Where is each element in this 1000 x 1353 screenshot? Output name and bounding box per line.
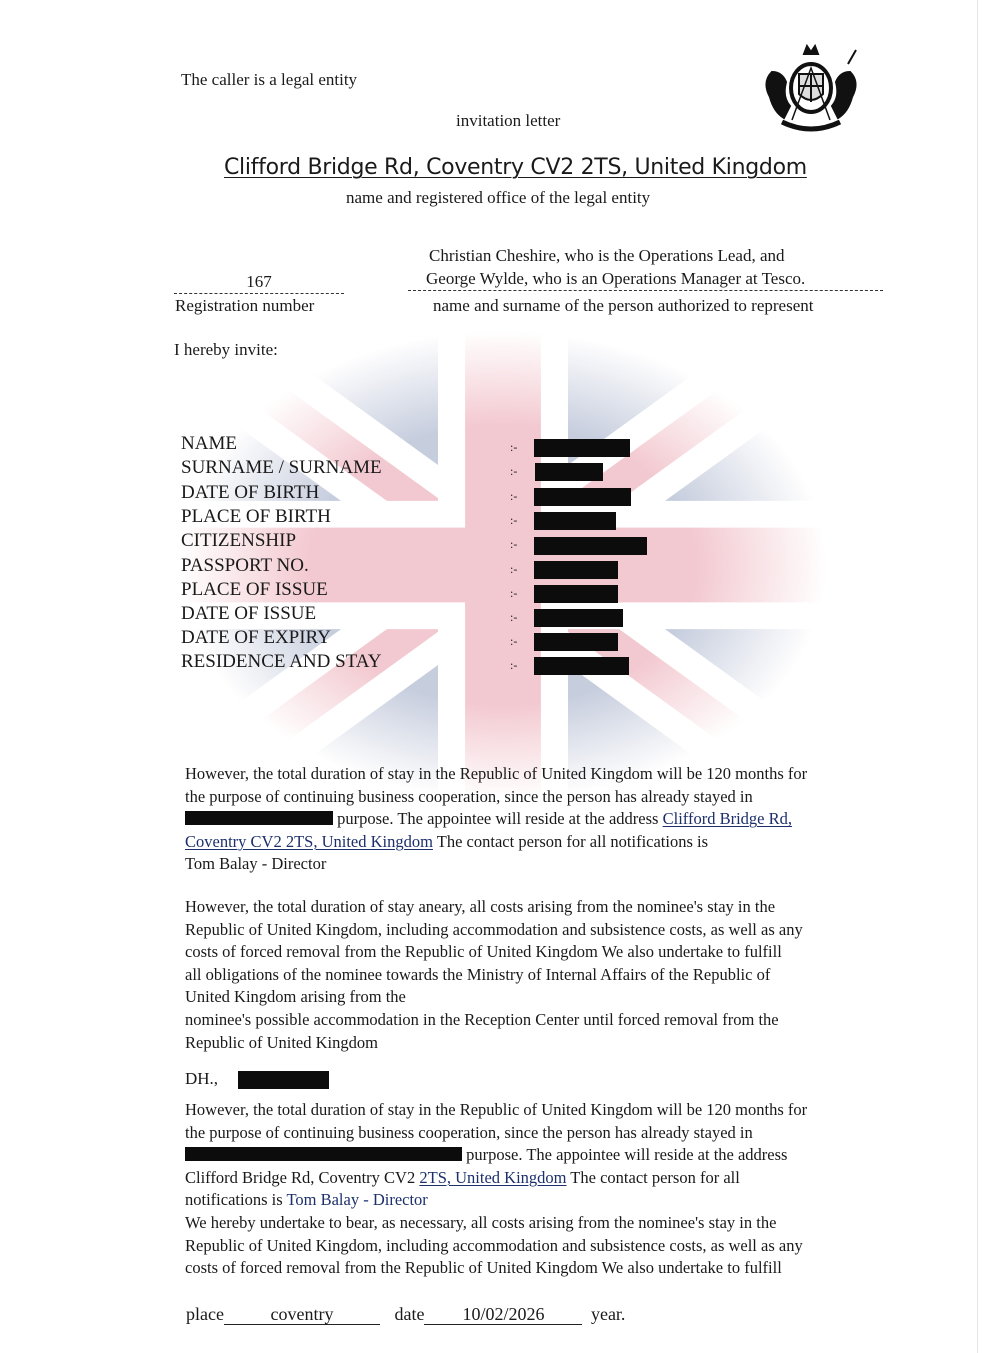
paragraph-line: Republic of United Kingdom, including accommodation and subsistence costs, as well as any <box>185 919 803 939</box>
paragraph-3 <box>185 1099 807 1280</box>
field-label-residence-and-stay: RESIDENCE AND STAY <box>181 651 382 672</box>
field-separator: :- <box>510 537 518 551</box>
redacted-date-of-expiry <box>534 633 618 651</box>
paragraph-line: However, the total duration of stay in the Republic of United Kingdom will be 120 months for <box>185 764 808 783</box>
redacted-date-of-birth <box>534 488 631 506</box>
field-separator: :- <box>510 464 518 478</box>
paragraph-line: costs of forced removal from the Republic of United Kingdom We also undertake to fulfill <box>185 942 782 962</box>
redacted-date-of-issue <box>534 609 623 627</box>
caller-statement: The caller is a legal entity <box>181 70 358 89</box>
field-separator: :- <box>510 634 518 648</box>
date-label: date <box>394 1304 425 1324</box>
representative-line-2: George Wylde, who is an Operations Manager at Tesco. <box>408 269 883 291</box>
paragraph-text: The contact person for all <box>566 1167 740 1187</box>
address-link[interactable]: Clifford Bridge Rd, <box>662 809 793 829</box>
page-edge <box>977 0 978 1353</box>
paragraph-line: However, the total duration of stay aneary, all costs arising from the nominee's stay in the <box>185 897 776 916</box>
redacted-dh <box>238 1071 329 1089</box>
paragraph-line: the purpose of continuing business cooperation, since the person has already stayed in <box>185 1122 753 1142</box>
paragraph-line: Tom Balay - Director <box>185 854 327 874</box>
inline-redaction <box>185 1147 462 1161</box>
paragraph-line: costs of forced removal from the Republic of United Kingdom We also undertake to fulfill <box>185 1258 782 1278</box>
paragraph-text: The contact person for all notifications is <box>432 831 709 851</box>
place-label: place <box>186 1304 224 1324</box>
document-title: invitation letter <box>456 111 561 130</box>
inline-redaction <box>185 811 333 825</box>
field-label-surname: SURNAME / SURNAME <box>181 457 382 478</box>
registration-caption: Registration number <box>175 296 315 315</box>
representative-caption: name and surname of the person authorized to represent <box>433 296 814 315</box>
paragraph-line <box>185 1144 807 1167</box>
redacted-place-of-birth <box>534 512 616 530</box>
paragraph-2 <box>185 896 803 1054</box>
paragraph-line: Republic of United Kingdom <box>185 1032 378 1052</box>
field-label-name: NAME <box>181 433 237 454</box>
paragraph-1 <box>185 763 807 876</box>
redacted-name <box>534 439 630 457</box>
entity-address: Clifford Bridge Rd, Coventry CV2 2TS, United Kingdom <box>224 155 807 180</box>
redacted-surname <box>535 463 603 481</box>
field-label-citizenship: CITIZENSHIP <box>181 530 297 551</box>
contact-person: Tom Balay - Director <box>286 1190 428 1210</box>
entity-caption: name and registered office of the legal entity <box>346 188 651 207</box>
place-value: coventry <box>224 1305 380 1325</box>
dh-label: DH., <box>185 1069 219 1088</box>
redacted-place-of-issue <box>534 585 618 603</box>
paragraph-line: the purpose of continuing business cooperation, since the person has already stayed in <box>185 786 753 806</box>
paragraph-text: Clifford Bridge Rd, Coventry CV2 <box>185 1167 420 1187</box>
paragraph-line: nominee's possible accommodation in the Reception Center until forced removal from the <box>185 1009 779 1029</box>
paragraph-line <box>185 1167 807 1190</box>
paragraph-line <box>185 1189 807 1212</box>
invite-text: I hereby invite: <box>174 340 278 359</box>
representative-line-1: Christian Cheshire, who is the Operations Lead, and <box>429 246 785 265</box>
paragraph-line <box>185 808 807 831</box>
royal-coat-of-arms-icon <box>752 42 870 138</box>
field-label-passport-no: PASSPORT NO. <box>181 555 309 576</box>
address-link[interactable]: 2TS, United Kingdom <box>419 1167 567 1187</box>
field-separator: :- <box>510 489 518 503</box>
signature-footer <box>186 1304 625 1325</box>
field-label-date-of-issue: DATE OF ISSUE <box>181 603 317 624</box>
field-separator: :- <box>510 513 518 527</box>
address-link[interactable]: Coventry CV2 2TS, United Kingdom <box>185 831 433 851</box>
field-label-place-of-issue: PLACE OF ISSUE <box>181 579 328 600</box>
field-separator: :- <box>510 610 518 624</box>
field-label-date-of-expiry: DATE OF EXPIRY <box>181 627 331 648</box>
date-value: 10/02/2026 <box>424 1305 582 1325</box>
field-separator: :- <box>510 562 518 576</box>
field-separator: :- <box>510 658 518 672</box>
redacted-passport-no <box>534 561 618 579</box>
redacted-citizenship <box>534 537 647 555</box>
paragraph-line: United Kingdom arising from the <box>185 987 406 1007</box>
registration-number: 167 <box>174 272 344 294</box>
field-separator: :- <box>510 440 518 454</box>
paragraph-text: notifications is <box>185 1190 287 1210</box>
year-label: year. <box>590 1304 626 1324</box>
paragraph-line: all obligations of the nominee towards the Ministry of Internal Affairs of the Republic of <box>185 964 771 984</box>
paragraph-line: We hereby undertake to bear, as necessary, all costs arising from the nominee's stay in the <box>185 1212 777 1232</box>
paragraph-line: However, the total duration of stay in the Republic of United Kingdom will be 120 months for <box>185 1100 808 1119</box>
paragraph-text: purpose. The appointee will reside at the address <box>333 809 663 829</box>
field-label-place-of-birth: PLACE OF BIRTH <box>181 506 331 527</box>
field-label-date-of-birth: DATE OF BIRTH <box>181 482 320 503</box>
field-separator: :- <box>510 586 518 600</box>
redacted-residence-and-stay <box>534 657 629 675</box>
paragraph-line: Republic of United Kingdom, including accommodation and subsistence costs, as well as any <box>185 1235 803 1255</box>
paragraph-line <box>185 831 807 854</box>
paragraph-text: purpose. The appointee will reside at the address <box>462 1145 788 1165</box>
